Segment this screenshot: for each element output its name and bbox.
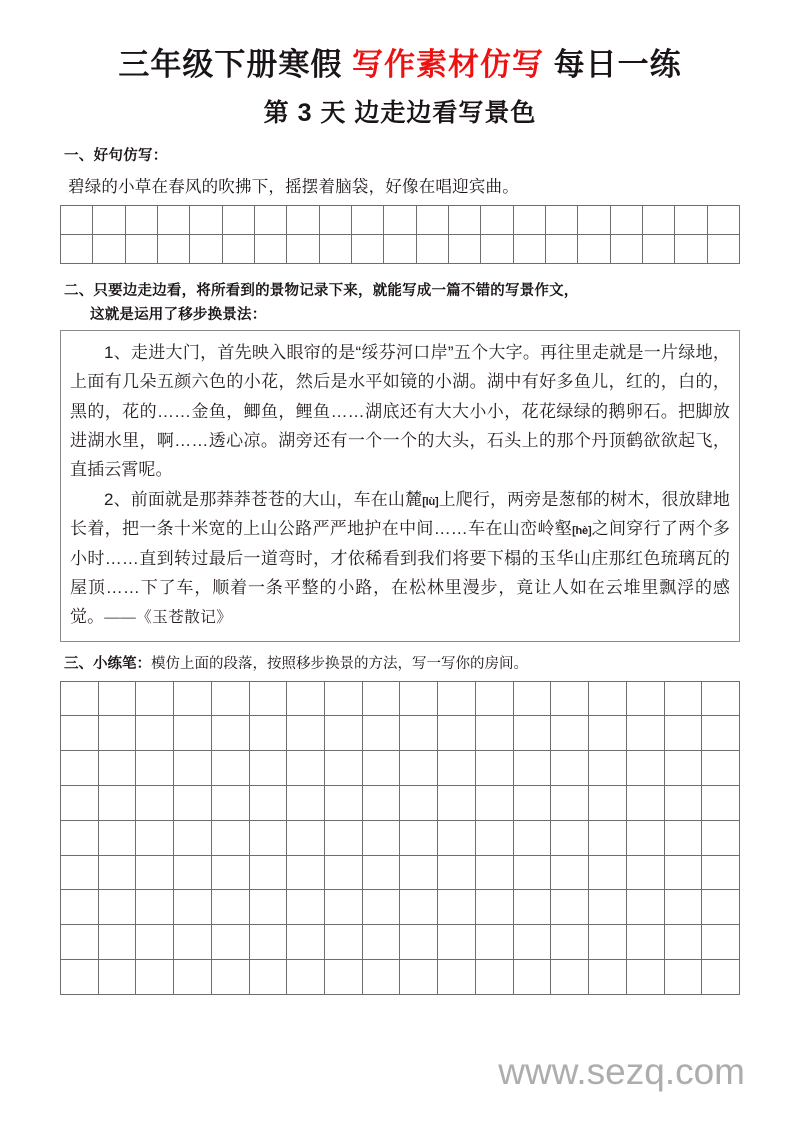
writing-grid-cell[interactable]: [476, 890, 514, 925]
writing-grid-cell[interactable]: [589, 821, 627, 856]
writing-grid-cell[interactable]: [174, 890, 212, 925]
section-3-heading-instruction: 模仿上面的段落，按照移步换景的方法，写一写你的房间。: [151, 655, 528, 672]
writing-grid-cell[interactable]: [514, 751, 552, 786]
writing-grid-cell[interactable]: [578, 235, 610, 264]
writing-grid-cell[interactable]: [99, 890, 137, 925]
writing-grid-cell[interactable]: [325, 821, 363, 856]
writing-grid-cell[interactable]: [363, 821, 401, 856]
writing-grid-cell[interactable]: [627, 856, 665, 891]
writing-grid-cell[interactable]: [158, 206, 190, 235]
writing-grid-cell[interactable]: [250, 682, 288, 717]
writing-grid-cell[interactable]: [255, 235, 287, 264]
writing-grid-cell[interactable]: [384, 235, 416, 264]
writing-grid-cell[interactable]: [250, 856, 288, 891]
writing-grid-cell[interactable]: [708, 235, 740, 264]
writing-grid-cell[interactable]: [589, 716, 627, 751]
writing-grid-cell[interactable]: [212, 786, 250, 821]
passage-2-part-1: 2、前面就是那莽莽苍苍的大山，车在山麓: [104, 490, 423, 510]
writing-grid-cell[interactable]: [250, 925, 288, 960]
writing-grid-cell[interactable]: [400, 821, 438, 856]
writing-grid-cell[interactable]: [546, 235, 578, 264]
writing-grid-cell[interactable]: [93, 206, 125, 235]
passage-2-part-2: 上爬行，两旁是葱郁的树木，很放肆地长着，把一条十米宽的上山公路严严地护在中间……车在山峦岭壑: [70, 490, 730, 539]
writing-grid-cell[interactable]: [250, 786, 288, 821]
writing-grid-cell[interactable]: [438, 925, 476, 960]
writing-grid-cell[interactable]: [514, 856, 552, 891]
writing-grid-cell[interactable]: [476, 821, 514, 856]
writing-grid-cell[interactable]: [190, 206, 222, 235]
writing-grid-cell[interactable]: [438, 821, 476, 856]
writing-grid-cell[interactable]: [174, 856, 212, 891]
writing-grid-cell[interactable]: [665, 786, 703, 821]
writing-grid-cell[interactable]: [675, 206, 707, 235]
writing-grid-cell[interactable]: [702, 856, 740, 891]
writing-grid-cell[interactable]: [287, 682, 325, 717]
writing-grid-cell[interactable]: [363, 890, 401, 925]
section-2-heading-line-2: 这就是运用了移步换景法：: [90, 306, 267, 323]
pinyin-he: [hè]: [572, 525, 592, 538]
passage-paragraph-2: [70, 485, 730, 632]
writing-grid-cell[interactable]: [212, 960, 250, 995]
writing-grid-cell[interactable]: [325, 682, 363, 717]
writing-grid-cell[interactable]: [476, 856, 514, 891]
writing-grid-cell[interactable]: [514, 890, 552, 925]
writing-grid-cell[interactable]: [61, 682, 99, 717]
writing-grid-cell[interactable]: [514, 235, 546, 264]
passage-source-attribution: ——《玉苍散记》: [104, 609, 233, 627]
writing-grid-cell[interactable]: [363, 682, 401, 717]
section-3-heading-label: 三、小练笔：: [64, 655, 151, 672]
writing-grid-cell[interactable]: [99, 751, 137, 786]
writing-grid-cell[interactable]: [476, 786, 514, 821]
writing-grid-cell[interactable]: [589, 856, 627, 891]
writing-grid-cell[interactable]: [61, 751, 99, 786]
writing-grid-cell[interactable]: [438, 786, 476, 821]
writing-grid-cell[interactable]: [627, 960, 665, 995]
writing-grid-cell[interactable]: [514, 925, 552, 960]
writing-grid-cell[interactable]: [438, 682, 476, 717]
writing-grid-cell[interactable]: [126, 206, 158, 235]
writing-grid-cell[interactable]: [551, 716, 589, 751]
writing-grid-cell[interactable]: [61, 856, 99, 891]
section-3-writing-grid[interactable]: [60, 681, 740, 995]
title-highlight: 写作素材仿写: [352, 47, 544, 82]
pinyin-lu: [lù]: [422, 496, 439, 509]
writing-grid-cell[interactable]: [643, 235, 675, 264]
writing-grid-cell[interactable]: [136, 786, 174, 821]
writing-grid-cell[interactable]: [551, 925, 589, 960]
writing-grid-cell[interactable]: [99, 716, 137, 751]
writing-grid-cell[interactable]: [223, 206, 255, 235]
writing-grid-cell[interactable]: [675, 235, 707, 264]
writing-grid-cell[interactable]: [287, 206, 319, 235]
writing-grid-cell[interactable]: [611, 206, 643, 235]
writing-grid-cell[interactable]: [476, 925, 514, 960]
writing-grid-cell[interactable]: [665, 890, 703, 925]
writing-grid-cell[interactable]: [417, 235, 449, 264]
writing-grid-cell[interactable]: [325, 751, 363, 786]
section-3-heading: [60, 642, 740, 680]
writing-grid-cell[interactable]: [417, 206, 449, 235]
writing-grid-cell[interactable]: [61, 925, 99, 960]
writing-grid-cell[interactable]: [481, 235, 513, 264]
page-subtitle: 第 3 天 边走边看写景色: [263, 98, 537, 127]
section-1-writing-grid[interactable]: [60, 205, 740, 264]
writing-grid-cell[interactable]: [287, 960, 325, 995]
section-2-heading: [60, 264, 740, 327]
writing-grid-cell[interactable]: [136, 890, 174, 925]
writing-grid-cell[interactable]: [61, 821, 99, 856]
writing-grid-cell[interactable]: [665, 716, 703, 751]
writing-grid-cell[interactable]: [589, 960, 627, 995]
writing-grid-cell[interactable]: [99, 786, 137, 821]
writing-grid-cell[interactable]: [61, 716, 99, 751]
writing-grid-cell[interactable]: [551, 890, 589, 925]
writing-grid-cell[interactable]: [325, 890, 363, 925]
writing-grid-cell[interactable]: [665, 821, 703, 856]
writing-grid-cell[interactable]: [578, 206, 610, 235]
writing-grid-cell[interactable]: [136, 960, 174, 995]
writing-grid-cell[interactable]: [702, 716, 740, 751]
writing-grid-cell[interactable]: [61, 786, 99, 821]
writing-grid-cell[interactable]: [702, 821, 740, 856]
writing-grid-cell[interactable]: [136, 751, 174, 786]
writing-grid-cell[interactable]: [551, 751, 589, 786]
title-part-1: 三年级下册寒假: [118, 47, 352, 82]
section-2-heading-line-1: 二、只要边走边看，将所看到的景物记录下来，就能写成一篇不错的写景作文，: [64, 283, 579, 300]
writing-grid-cell[interactable]: [325, 925, 363, 960]
writing-grid-cell[interactable]: [174, 821, 212, 856]
writing-grid-cell[interactable]: [627, 716, 665, 751]
writing-grid-cell[interactable]: [551, 960, 589, 995]
writing-grid-cell[interactable]: [481, 206, 513, 235]
writing-grid-cell[interactable]: [551, 786, 589, 821]
page-title: [60, 0, 740, 85]
writing-grid-cell[interactable]: [546, 206, 578, 235]
writing-grid-cell[interactable]: [212, 716, 250, 751]
writing-grid-cell[interactable]: [250, 890, 288, 925]
writing-grid-cell[interactable]: [665, 856, 703, 891]
writing-grid-cell[interactable]: [665, 925, 703, 960]
writing-grid-cell[interactable]: [551, 682, 589, 717]
writing-grid-cell[interactable]: [287, 890, 325, 925]
writing-grid-cell[interactable]: [400, 786, 438, 821]
writing-grid-cell[interactable]: [400, 682, 438, 717]
writing-grid-cell[interactable]: [589, 682, 627, 717]
writing-grid-cell[interactable]: [400, 751, 438, 786]
writing-grid-cell[interactable]: [400, 856, 438, 891]
writing-grid-cell[interactable]: [352, 206, 384, 235]
writing-grid-cell[interactable]: [174, 960, 212, 995]
writing-grid-cell[interactable]: [250, 751, 288, 786]
writing-grid-cell[interactable]: [287, 856, 325, 891]
writing-grid-cell[interactable]: [514, 786, 552, 821]
writing-grid-cell[interactable]: [320, 235, 352, 264]
writing-grid-cell[interactable]: [325, 786, 363, 821]
writing-grid-cell[interactable]: [400, 925, 438, 960]
writing-grid-cell[interactable]: [627, 890, 665, 925]
passage-paragraph-1: 1、走进大门，首先映入眼帘的是“绥芬河口岸”五个大字。再往里走就是一片绿地，上面有几朵五颜六色的小花，然后是水平如镜的小湖。湖中有好多鱼儿，红的，白的，黑的，花的……金鱼，鲫鱼，鲤鱼……湖底还有大大小小，花花绿绿的鹅卵石。把脚放进湖水里，啊……透心凉。湖旁还有一个一个的大头，石头上的那个丹顶鹤欲欲起飞，直插云霄呢。: [70, 343, 730, 479]
writing-grid-cell[interactable]: [702, 751, 740, 786]
writing-grid-cell[interactable]: [250, 821, 288, 856]
writing-grid-cell[interactable]: [449, 235, 481, 264]
passage-2-part-3: 之间穿行了两个多小时……直到转过最后一道弯时，才依稀看到我们将要下榻的玉华山庄那红色琉璃瓦的屋顶……下了车，顺着一条平整的小路，在松林里漫步，竟让人如在云堆里飘浮的感觉。: [70, 519, 730, 627]
writing-grid-cell[interactable]: [61, 890, 99, 925]
writing-grid-cell[interactable]: [320, 206, 352, 235]
writing-grid-cell[interactable]: [702, 925, 740, 960]
writing-grid-cell[interactable]: [99, 856, 137, 891]
section-1-example-sentence: 碧绿的小草在春风的吹拂下，摇摆着脑袋，好像在唱迎宾曲。: [68, 177, 519, 196]
writing-grid-cell[interactable]: [99, 821, 137, 856]
writing-grid-cell[interactable]: [174, 682, 212, 717]
writing-grid-cell[interactable]: [708, 206, 740, 235]
writing-grid-cell[interactable]: [363, 856, 401, 891]
writing-grid-cell[interactable]: [551, 856, 589, 891]
writing-grid-cell[interactable]: [212, 682, 250, 717]
writing-grid-cell[interactable]: [61, 960, 99, 995]
writing-grid-cell[interactable]: [438, 890, 476, 925]
writing-grid-cell[interactable]: [476, 682, 514, 717]
writing-grid-cell[interactable]: [287, 786, 325, 821]
writing-grid-cell[interactable]: [702, 960, 740, 995]
writing-grid-cell[interactable]: [212, 925, 250, 960]
writing-grid-cell[interactable]: [627, 821, 665, 856]
writing-grid-cell[interactable]: [476, 716, 514, 751]
writing-grid-cell[interactable]: [589, 890, 627, 925]
writing-grid-cell[interactable]: [514, 716, 552, 751]
writing-grid-cell[interactable]: [174, 716, 212, 751]
writing-grid-cell[interactable]: [99, 925, 137, 960]
writing-grid-cell[interactable]: [287, 751, 325, 786]
writing-grid-cell[interactable]: [551, 821, 589, 856]
writing-grid-cell[interactable]: [702, 682, 740, 717]
writing-grid-cell[interactable]: [589, 786, 627, 821]
writing-grid-cell[interactable]: [627, 925, 665, 960]
writing-grid-cell[interactable]: [665, 682, 703, 717]
watermark: www.sezq.com: [498, 1051, 745, 1092]
writing-grid-cell[interactable]: [126, 235, 158, 264]
writing-grid-cell[interactable]: [212, 856, 250, 891]
writing-grid-cell[interactable]: [627, 786, 665, 821]
writing-grid-cell[interactable]: [702, 890, 740, 925]
writing-grid-cell[interactable]: [287, 716, 325, 751]
writing-grid-cell[interactable]: [363, 960, 401, 995]
writing-grid-cell[interactable]: [61, 206, 93, 235]
writing-grid-cell[interactable]: [514, 682, 552, 717]
writing-grid-cell[interactable]: [223, 235, 255, 264]
writing-grid-cell[interactable]: [665, 751, 703, 786]
writing-grid-cell[interactable]: [627, 682, 665, 717]
writing-grid-cell[interactable]: [400, 716, 438, 751]
writing-grid-cell[interactable]: [158, 235, 190, 264]
writing-grid-cell[interactable]: [325, 856, 363, 891]
writing-grid-cell[interactable]: [174, 925, 212, 960]
writing-grid-cell[interactable]: [363, 925, 401, 960]
writing-grid-cell[interactable]: [514, 206, 546, 235]
writing-grid-cell[interactable]: [255, 206, 287, 235]
writing-grid-cell[interactable]: [212, 821, 250, 856]
writing-grid-cell[interactable]: [589, 925, 627, 960]
writing-grid-cell[interactable]: [438, 751, 476, 786]
writing-grid-cell[interactable]: [352, 235, 384, 264]
writing-grid-cell[interactable]: [476, 751, 514, 786]
writing-grid-cell[interactable]: [61, 235, 93, 264]
writing-grid-cell[interactable]: [627, 751, 665, 786]
writing-grid-cell[interactable]: [514, 821, 552, 856]
writing-grid-cell[interactable]: [438, 960, 476, 995]
writing-grid-cell[interactable]: [384, 206, 416, 235]
writing-grid-cell[interactable]: [287, 925, 325, 960]
title-part-2: 每日一练: [544, 47, 682, 82]
writing-grid-cell[interactable]: [136, 716, 174, 751]
writing-grid-cell[interactable]: [287, 235, 319, 264]
writing-grid-cell[interactable]: [514, 960, 552, 995]
writing-grid-cell[interactable]: [93, 235, 125, 264]
writing-grid-cell[interactable]: [611, 235, 643, 264]
writing-grid-cell[interactable]: [212, 751, 250, 786]
writing-grid-cell[interactable]: [136, 821, 174, 856]
writing-grid-cell[interactable]: [325, 716, 363, 751]
writing-grid-cell[interactable]: [250, 716, 288, 751]
writing-grid-cell[interactable]: [190, 235, 222, 264]
writing-grid-cell[interactable]: [136, 682, 174, 717]
writing-grid-cell[interactable]: [438, 856, 476, 891]
writing-grid-cell[interactable]: [643, 206, 675, 235]
writing-grid-cell[interactable]: [174, 751, 212, 786]
writing-grid-cell[interactable]: [287, 821, 325, 856]
writing-grid-cell[interactable]: [438, 716, 476, 751]
writing-grid-cell[interactable]: [136, 856, 174, 891]
writing-grid-cell[interactable]: [325, 960, 363, 995]
section-2-passage-box: [60, 330, 740, 642]
writing-grid-cell[interactable]: [212, 890, 250, 925]
writing-grid-cell[interactable]: [174, 786, 212, 821]
writing-grid-cell[interactable]: [136, 925, 174, 960]
writing-grid-cell[interactable]: [400, 890, 438, 925]
writing-grid-cell[interactable]: [476, 960, 514, 995]
writing-grid-cell[interactable]: [363, 751, 401, 786]
writing-grid-cell[interactable]: [363, 716, 401, 751]
writing-grid-cell[interactable]: [363, 786, 401, 821]
writing-grid-cell[interactable]: [665, 960, 703, 995]
writing-grid-cell[interactable]: [99, 682, 137, 717]
writing-grid-cell[interactable]: [99, 960, 137, 995]
writing-grid-cell[interactable]: [702, 786, 740, 821]
writing-grid-cell[interactable]: [250, 960, 288, 995]
writing-grid-cell[interactable]: [400, 960, 438, 995]
writing-grid-cell[interactable]: [589, 751, 627, 786]
section-1-heading: 一、好句仿写：: [64, 147, 168, 164]
writing-grid-cell[interactable]: [449, 206, 481, 235]
